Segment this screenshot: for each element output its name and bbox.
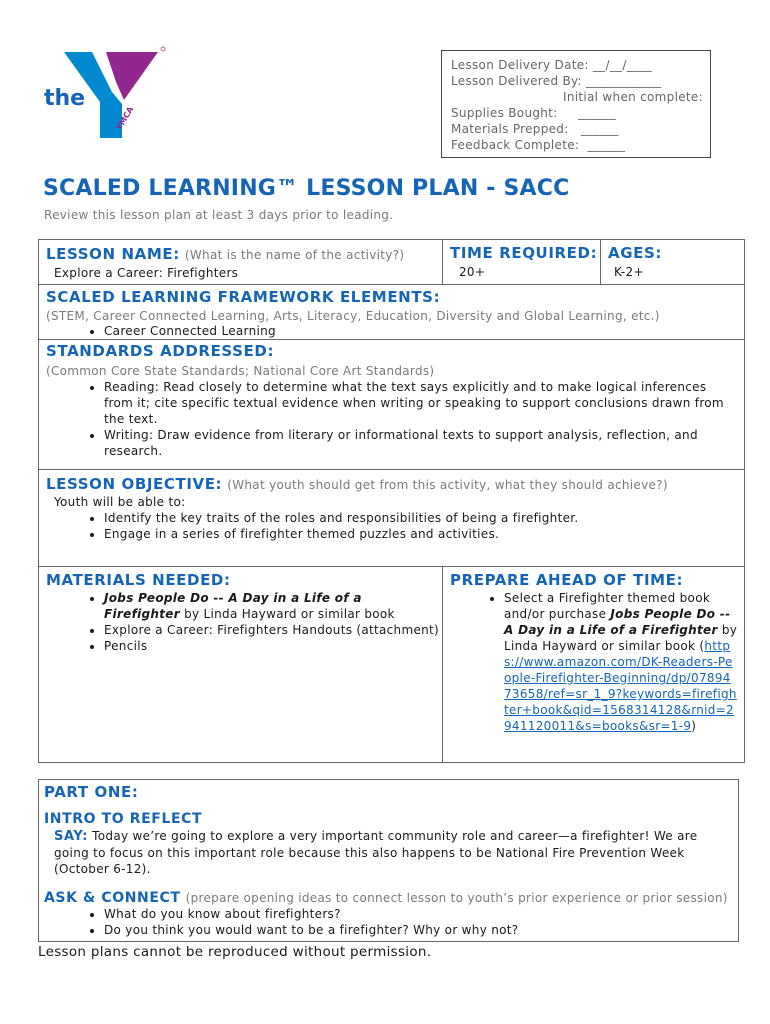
- delivery-date: Lesson Delivery Date: __/__/____: [451, 58, 652, 72]
- prepare-label: PREPARE AHEAD OF TIME:: [450, 571, 684, 589]
- logo-word: the: [44, 86, 86, 111]
- say-label: SAY:: [54, 829, 89, 844]
- amazon-link[interactable]: https://www.amazon.com/DK-Readers-People-Firefighter-Beginning/dp/0789473658/ref=sr_1_9?keywords=firefighter+book&qid=1568314128&rnid=2941120011&s=books&sr=1-9: [504, 639, 737, 733]
- supplies-bought: Supplies Bought: ______: [451, 106, 616, 120]
- framework-label: SCALED LEARNING FRAMEWORK ELEMENTS:: [46, 288, 441, 306]
- lesson-name-label: LESSON NAME:: [46, 245, 180, 263]
- materials-section: [38, 566, 443, 763]
- list-item: • Pencils: [104, 638, 442, 654]
- say-paragraph: [44, 828, 728, 877]
- part-one-label: PART ONE:: [44, 783, 139, 801]
- framework-hint: (STEM, Career Connected Learning, Arts, Literacy, Education, Diversity and Global Learning, etc.): [46, 309, 660, 323]
- objective-label: LESSON OBJECTIVE:: [46, 475, 223, 493]
- ages-cell: [600, 239, 745, 285]
- time-required-label: TIME REQUIRED:: [450, 244, 598, 262]
- list-item: • Writing: Draw evidence from literary or informational texts to support analysis, reflection, and research.: [104, 427, 734, 459]
- list-item: • Engage in a series of firefighter themed puzzles and activities.: [104, 526, 734, 542]
- book-title: Jobs People Do -- A Day in a Life of a Firefighter: [504, 607, 731, 637]
- prepare-text: Select a Firefighter themed book and/or purchase: [504, 591, 711, 621]
- lesson-name-value: Explore a Career: Firefighters: [54, 266, 239, 280]
- ages-label: AGES:: [608, 244, 662, 262]
- ymca-logo: [40, 42, 170, 142]
- objective-section: [38, 469, 745, 567]
- materials-prepped: Materials Prepped: ______: [451, 122, 619, 136]
- logo-sub: YMCA: [114, 105, 136, 132]
- say-text: Today we’re going to explore a very important community role and career—a firefighter! We are going to focus on this important role because this also happens to be National Fire Prevention Week (October 6-12).: [54, 829, 698, 876]
- book-author: by Linda Hayward or similar book: [184, 607, 395, 621]
- list-item: • Do you think you would want to be a firefighter? Why or why not?: [104, 922, 728, 938]
- lesson-name-hint: (What is the name of the activity?): [184, 248, 405, 262]
- standards-hint: (Common Core State Standards; National Core Art Standards): [46, 364, 435, 378]
- framework-section: [38, 284, 745, 340]
- standards-label: STANDARDS ADDRESSED:: [46, 342, 275, 360]
- list-item: [504, 590, 738, 734]
- lesson-name-cell: [38, 239, 443, 285]
- list-item: [104, 590, 442, 622]
- page-title: SCALED LEARNING™ LESSON PLAN - SACC: [43, 176, 570, 201]
- ask-hint: (prepare opening ideas to connect lesson to youth’s prior experience or prior session): [185, 891, 728, 905]
- objective-intro: Youth will be able to:: [54, 495, 186, 509]
- footer-notice: Lesson plans cannot be reproduced without permission.: [38, 944, 432, 960]
- delivered-by: Lesson Delivered By: ____________: [451, 74, 662, 88]
- page-subtitle: Review this lesson plan at least 3 days prior to leading.: [44, 208, 394, 222]
- objective-hint: (What youth should get from this activity, what they should achieve?): [227, 478, 668, 492]
- intro-label: INTRO TO REFLECT: [44, 811, 203, 827]
- list-item: • Reading: Read closely to determine what the text says explicitly and to make logical inferences from it; cite specific textual evidence when writing or speaking to support conclusions drawn from the text.: [104, 379, 734, 427]
- materials-label: MATERIALS NEEDED:: [46, 571, 231, 589]
- time-required-cell: [442, 239, 601, 285]
- part-one-section: [38, 779, 739, 942]
- initial-note: Initial when complete:: [563, 90, 703, 104]
- list-item: • Identify the key traits of the roles and responsibilities of being a firefighter.: [104, 510, 734, 526]
- delivery-checklist: [441, 50, 711, 158]
- time-required-value: 20+: [459, 265, 486, 279]
- prepare-section: [442, 566, 745, 763]
- book-title: Jobs People Do -- A Day in a Life of a Firefighter: [104, 591, 362, 621]
- prepare-text: ): [691, 719, 697, 733]
- feedback-complete: Feedback Complete: ______: [451, 138, 626, 152]
- ask-label: ASK & CONNECT: [44, 890, 181, 906]
- prepare-text: by Linda Hayward or similar book (: [504, 623, 738, 653]
- list-item: • What do you know about firefighters?: [104, 906, 728, 922]
- list-item: • Career Connected Learning: [104, 323, 744, 339]
- ages-value: K-2+: [614, 265, 644, 279]
- list-item: • Explore a Career: Firefighters Handouts (attachment): [104, 622, 442, 638]
- standards-section: [38, 339, 745, 470]
- ask-connect-heading: [44, 887, 728, 906]
